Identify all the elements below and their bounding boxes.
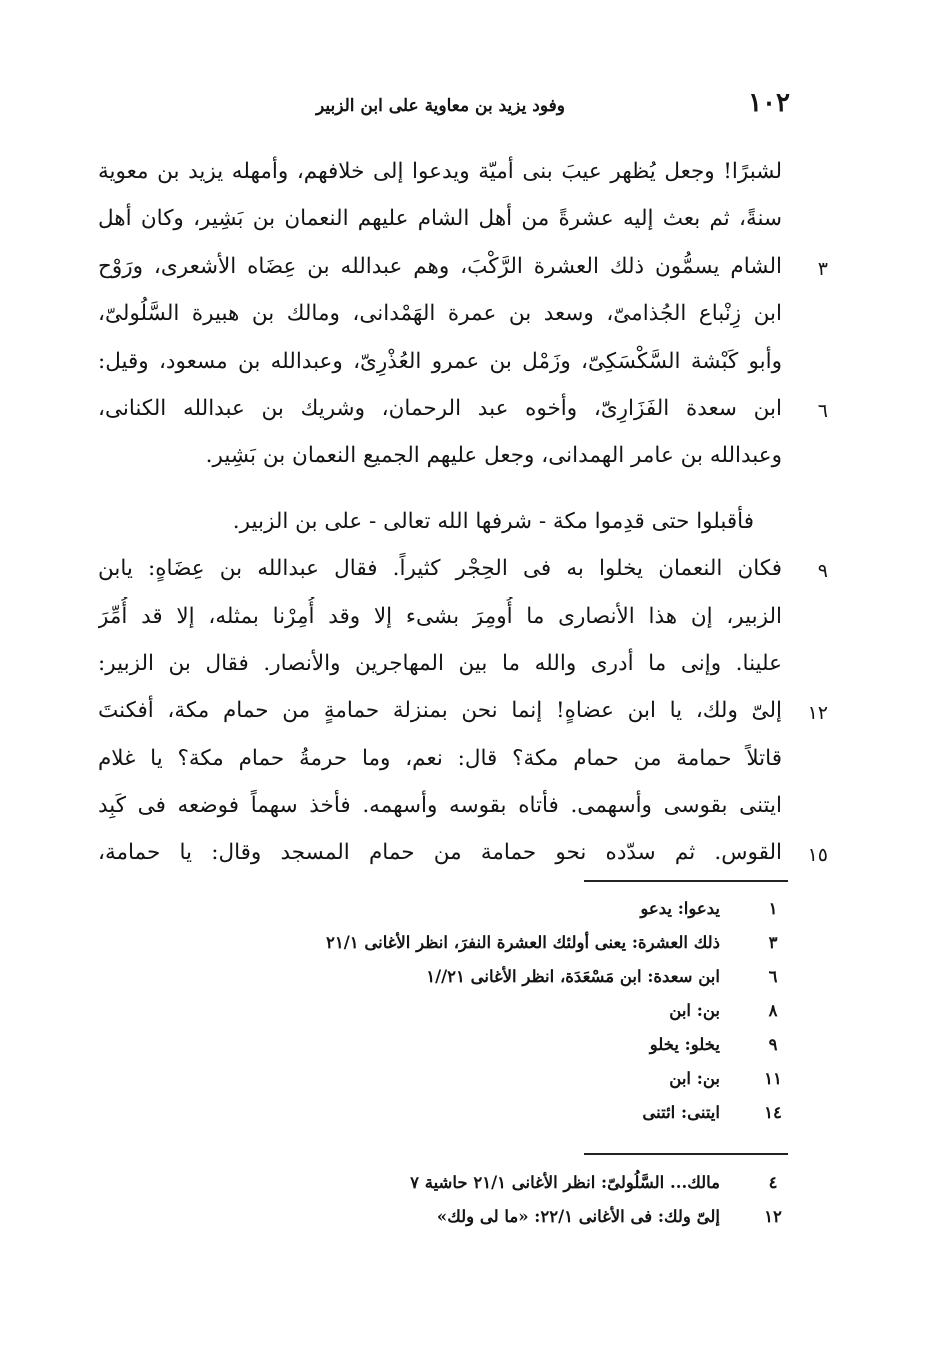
note-line-number: ١٢ — [764, 1207, 782, 1226]
line-number: ١٥ — [807, 844, 828, 867]
note-text: يخلو: يخلو — [649, 1035, 720, 1054]
text-line — [98, 833, 828, 880]
line-text: فكان النعمان يخلوا به فى الحِجْر كثيراً. فقال عبدالله بن عِضَاهٍ: يابن — [98, 556, 782, 582]
line-text: فأقبلوا حتى قدِموا مكة - شرفها الله تعالى - على بن الزبير. — [232, 508, 754, 534]
note-line-number: ١٤ — [764, 1103, 782, 1122]
text-line — [98, 199, 782, 246]
note-text: ذلك العشرة: يعنى أولئك العشرة النفرَ، انظر الأغانى ٢١/١ — [326, 933, 720, 952]
note-item — [200, 1166, 790, 1200]
line-text: سنةً، ثم بعث إليه عشرةً من أهل الشام عليهم النعمان بن بَشِير، وكان أهل — [98, 206, 782, 232]
source-notes — [200, 1166, 790, 1234]
line-text: ابن زِنْباع الجُذامىّ، وسعد بن عمرة الهَمْدانى، ومالك بن هبيرة السَّلُولىّ، — [98, 301, 782, 327]
line-text: الزبير، إن هذا الأنصارى ما أُومِرَ بشىء إلا وقد أُمِرْنا بمثله، إلا قد أُمِّرَ — [98, 603, 782, 629]
running-header — [315, 88, 790, 128]
line-number: ٦ — [817, 399, 828, 422]
apparatus-notes — [200, 892, 790, 1130]
line-text: وأبو كَبْشة السَّكْسَكِىّ، وزَمْل بن عمرو العُذْرِىّ، وعبدالله بن مسعود، وقيل: — [98, 348, 782, 374]
text-line — [98, 786, 782, 833]
text-line — [98, 152, 782, 199]
line-text: علينا. وإنى ما أدرى والله ما بين المهاجرين والأنصار. فقال بن الزبير: — [98, 650, 782, 676]
note-item — [200, 994, 790, 1028]
text-line — [98, 644, 782, 691]
note-line-number: ١١ — [764, 1069, 782, 1088]
note-item — [200, 1200, 790, 1234]
page-number: ١٠٢ — [748, 88, 790, 118]
note-text: بن: ابن — [669, 1001, 720, 1020]
text-line — [98, 247, 828, 294]
note-line-number: ٤ — [768, 1173, 778, 1192]
line-number: ١٢ — [807, 702, 828, 725]
line-text: قاتلاً حمامة من حمام مكة؟ قال: نعم، وما حرمةُ حمام مكة؟ يا غلام — [98, 745, 782, 771]
note-text: ابن سعدة: ابن مَسْعَدَة، انظر الأغانى ٢١//١ — [426, 967, 720, 986]
text-line — [98, 597, 782, 644]
note-text: إلىّ ولك: فى الأغانى ٢٢/١: «ما لى ولك» — [436, 1207, 720, 1226]
running-title: وفود يزيد بن معاوية على ابن الزبير — [315, 96, 565, 116]
note-text: بن: ابن — [669, 1069, 720, 1088]
note-item — [200, 926, 790, 960]
note-line-number: ٩ — [768, 1035, 778, 1054]
text-line — [98, 436, 782, 483]
note-line-number: ٣ — [768, 933, 778, 952]
note-item — [200, 1028, 790, 1062]
text-line — [98, 389, 828, 436]
note-text: يدعوا: يدعو — [640, 899, 720, 918]
line-text: ايتنى بقوسى وأسهمى. فأتاه بقوسه وأسهمه. فأخذ سهماً فوضعه فى كَبِد — [98, 793, 782, 819]
note-item — [200, 1096, 790, 1130]
line-text: الشام يسمُّون ذلك العشرة الرَّكْبَ، وهم عبدالله بن عِضَاه الأشعرى، ورَوْح — [98, 253, 782, 279]
line-text: إلىّ ولك، يا ابن عضاهٍ! إنما نحن بمنزلة حمامةٍ من حمام مكة، أفكنتَ — [98, 698, 782, 724]
text-line — [98, 691, 828, 738]
note-item — [200, 892, 790, 926]
note-line-number: ٨ — [768, 1001, 778, 1020]
text-line — [98, 342, 782, 389]
text-line — [98, 739, 782, 786]
text-line — [98, 549, 828, 596]
line-text: القوس. ثم سدّده نحو حمامة من حمام المسجد وقال: يا حمامة، — [98, 840, 782, 866]
note-line-number: ١ — [768, 899, 778, 918]
note-line-number: ٦ — [768, 967, 778, 986]
footnote-divider — [584, 1153, 788, 1155]
line-text: ابن سعدة الفَزَارِىّ، وأخوه عبد الرحمان، وشريك بن عبدالله الكنانى، — [98, 395, 782, 421]
main-text — [98, 152, 828, 881]
line-number: ٣ — [817, 257, 828, 280]
note-item — [200, 1062, 790, 1096]
footnote-divider — [584, 880, 788, 882]
note-text: ايتنى: ائتنى — [642, 1103, 720, 1122]
note-text: مالك... السَّلُولىّ: انظر الأغانى ٢١/١ حاشية ٧ — [410, 1173, 720, 1192]
note-item — [200, 960, 790, 994]
text-line — [98, 294, 782, 341]
line-text: لشبرًا! وجعل يُظهر عيبَ بنى أميّة ويدعوا إلى خلافهم، وأمهله يزيد بن معوية — [98, 159, 782, 184]
line-text: وعبدالله بن عامر الهمدانى، وجعل عليهم الجميع النعمان بن بَشِير. — [205, 443, 782, 469]
line-number: ٩ — [817, 560, 828, 583]
text-line — [98, 502, 782, 549]
